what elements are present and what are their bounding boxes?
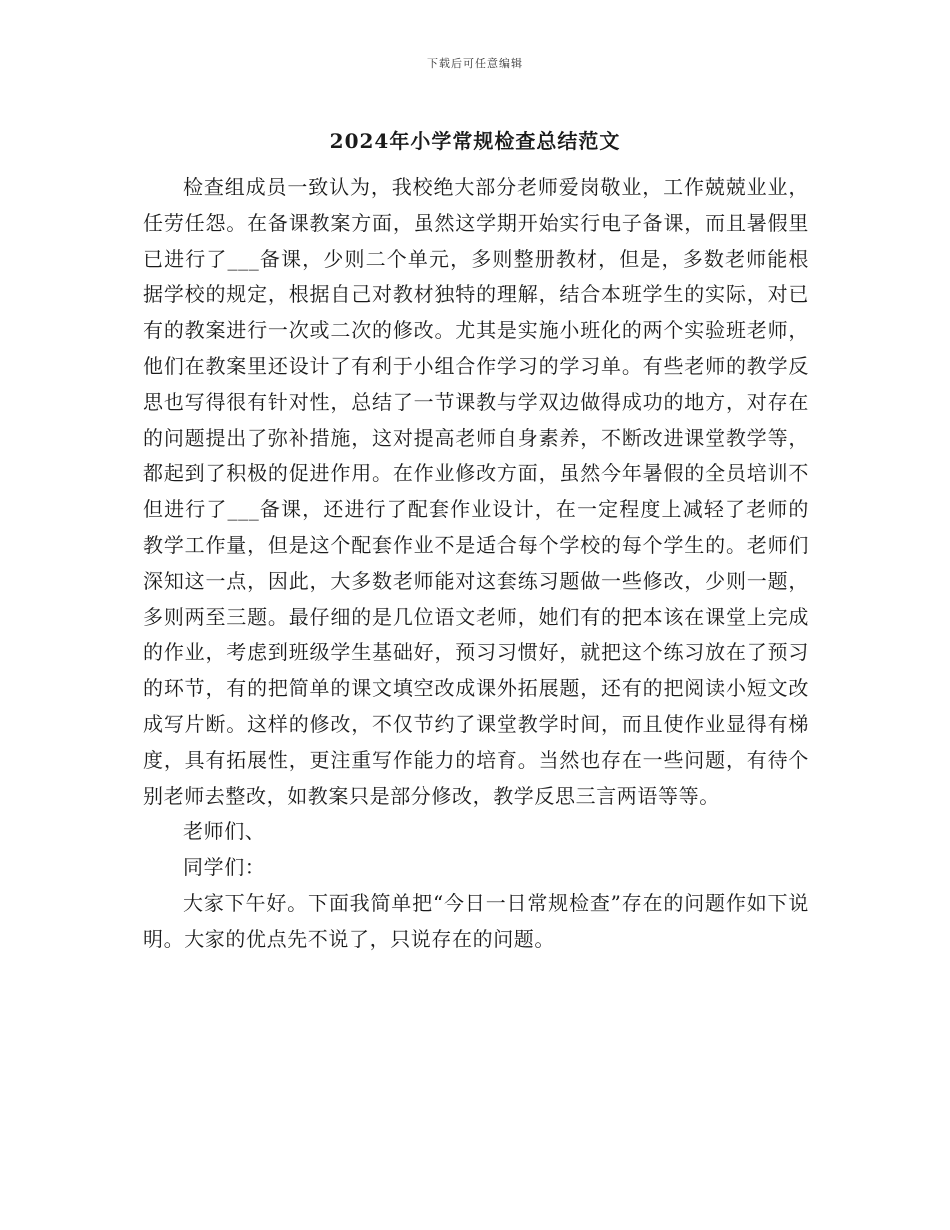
- body-paragraph: 大家下午好。下面我简单把“今日一日常规检查”存在的问题作如下说明。大家的优点先不说了，只说存在的问题。: [143, 890, 809, 951]
- document-body: [143, 170, 809, 958]
- salutation-teachers: 老师们、: [183, 819, 266, 844]
- document-title: 2024年小学常规检查总结范文: [329, 129, 621, 153]
- body-paragraph: 检查组成员一致认为，我校绝大部分老师爱岗敬业，工作兢兢业业，任劳任怨。在备课教案方面，虽然这学期开始实行电子备课，而且暑假里已进行了___备课，少则二个单元，多则整册教材，但是，多数老师能根据学校的规定，根据自己对教材独特的理解，结合本班学生的实际，对已有的教案进行一次或二次的修改。尤其是实施小班化的两个实验班老师，他们在教案里还设计了有利于小组合作学习的学习单。有些老师的教学反思也写得很有针对性，总结了一节课教与学双边做得成功的地方，对存在的问题提出了弥补措施，这对提高老师自身素养，不断改进课堂教学等，都起到了积极的促进作用。在作业修改方面，虽然今年暑假的全员培训不但进行了___备课，还进行了配套作业设计，在一定程度上减轻了老师的教学工作量，但是这个配套作业不是适合每个学校的每个学生的。老师们深知这一点，因此，大多数老师能对这套练习题做一些修改，少则一题，多则两至三题。最仔细的是几位语文老师，她们有的把本该在课堂上完成的作业，考虑到班级学生基础好，预习习惯好，就把这个练习放在了预习的环节，有的把简单的课文填空改成课外拓展题，还有的把阅读小短文改成写片断。这样的修改，不仅节约了课堂教学时间，而且使作业显得有梯度，具有拓展性，更注重写作能力的培育。当然也存在一些问题，有待个别老师去整改，如教案只是部分修改，教学反思三言两语等等。: [143, 175, 809, 808]
- salutation-students: 同学们：: [183, 855, 266, 880]
- page-header-note: 下载后可任意编辑: [427, 57, 523, 70]
